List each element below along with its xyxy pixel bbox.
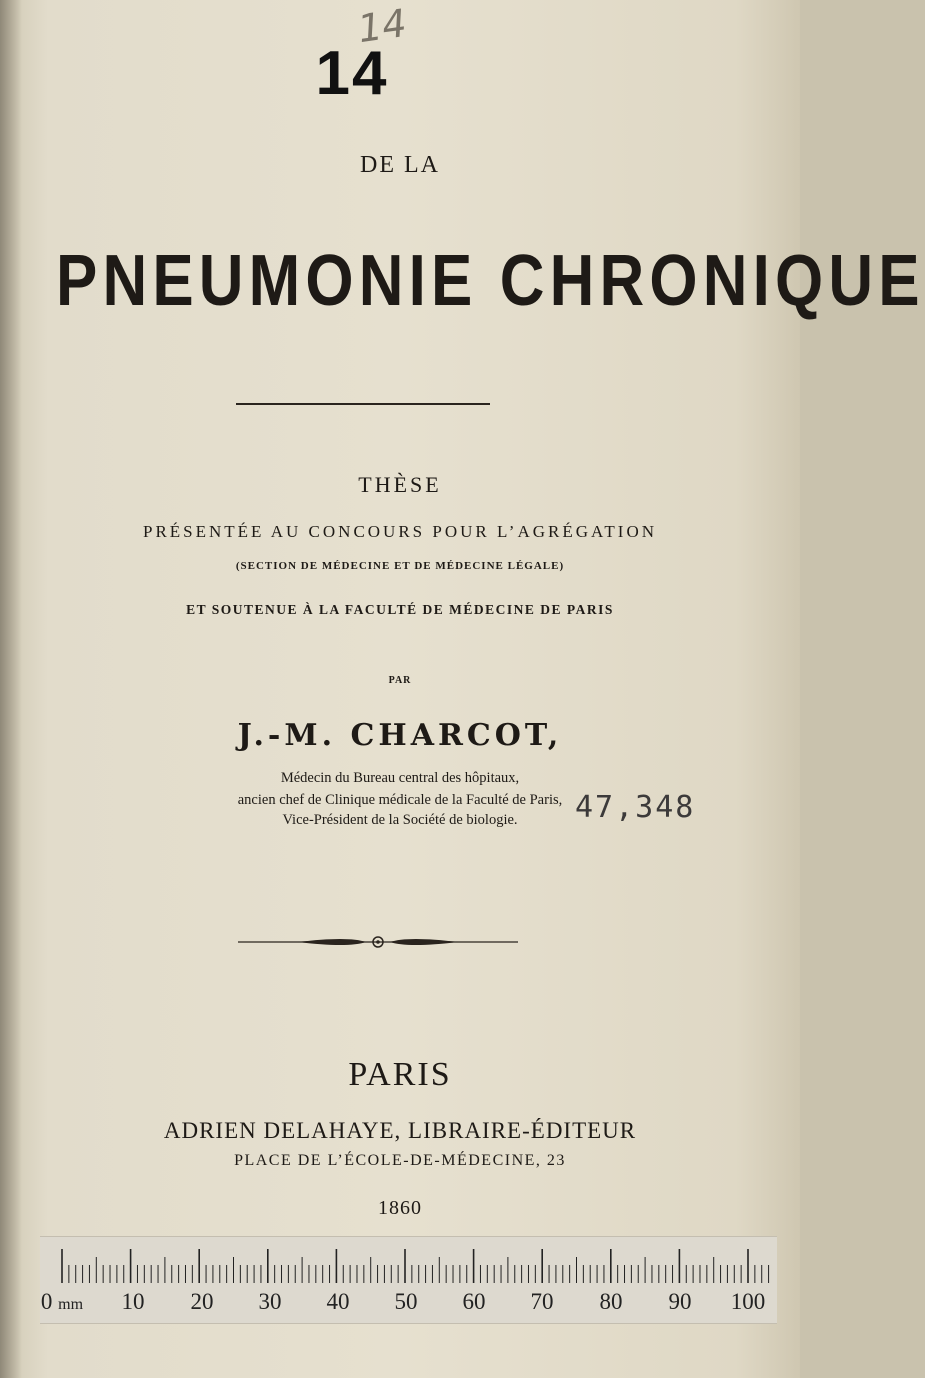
ruler-label: 0 mm: [40, 1289, 84, 1314]
ruler-label: 70: [530, 1289, 554, 1314]
thesis-defended-line: ET SOUTENUE À LA FACULTÉ DE MÉDECINE DE PARIS: [186, 602, 614, 617]
ruler-label: 50: [394, 1289, 418, 1314]
page-number: 14: [315, 39, 389, 108]
ruler-unit: mm: [58, 1296, 84, 1313]
author-name: J.-M. CHARCOT,: [237, 718, 563, 753]
ruler-label: 60: [462, 1289, 486, 1314]
thesis-section-line: (SECTION DE MÉDECINE ET DE MÉDECINE LÉGALE): [235, 560, 565, 572]
title-divider: [236, 403, 490, 405]
thesis-presented-line: PRÉSENTÉE AU CONCOURS POUR L’AGRÉGATION: [142, 522, 658, 541]
ruler-label: 40: [326, 1289, 350, 1314]
ruler-label: 30: [258, 1289, 282, 1314]
ruler-label: 10: [121, 1289, 145, 1314]
thesis-heading: THÈSE: [358, 472, 442, 497]
author-par: PAR: [388, 675, 412, 686]
ruler-label: 100: [730, 1289, 766, 1314]
imprint-city: PARIS: [348, 1056, 452, 1093]
author-credential: Médecin du Bureau central des hôpitaux,: [280, 770, 520, 786]
title-prefix: DE LA: [360, 152, 440, 178]
handwritten-page-note: 14: [355, 0, 410, 52]
ornamental-rule: [238, 930, 518, 954]
imprint-year: 1860: [378, 1197, 422, 1219]
ruler-label: 80: [599, 1289, 623, 1314]
imprint-address: PLACE DE L’ÉCOLE-DE-MÉDECINE, 23: [234, 1152, 566, 1169]
scale-ruler: [40, 1236, 777, 1324]
author-credential: Vice-Président de la Société de biologie.: [282, 812, 518, 828]
ruler-ticks: [40, 1237, 777, 1287]
author-credential: ancien chef de Clinique médicale de la Faculté de Paris,: [237, 792, 563, 808]
ruler-label: 20: [190, 1289, 214, 1314]
ruler-label: 90: [668, 1289, 692, 1314]
book-spine-shadow: [0, 0, 22, 1378]
imprint-publisher: ADRIEN DELAHAYE, LIBRAIRE-ÉDITEUR: [163, 1118, 637, 1143]
main-title: PNEUMONIE CHRONIQUE: [56, 241, 925, 321]
library-stamp-number: 47,348: [575, 790, 696, 825]
